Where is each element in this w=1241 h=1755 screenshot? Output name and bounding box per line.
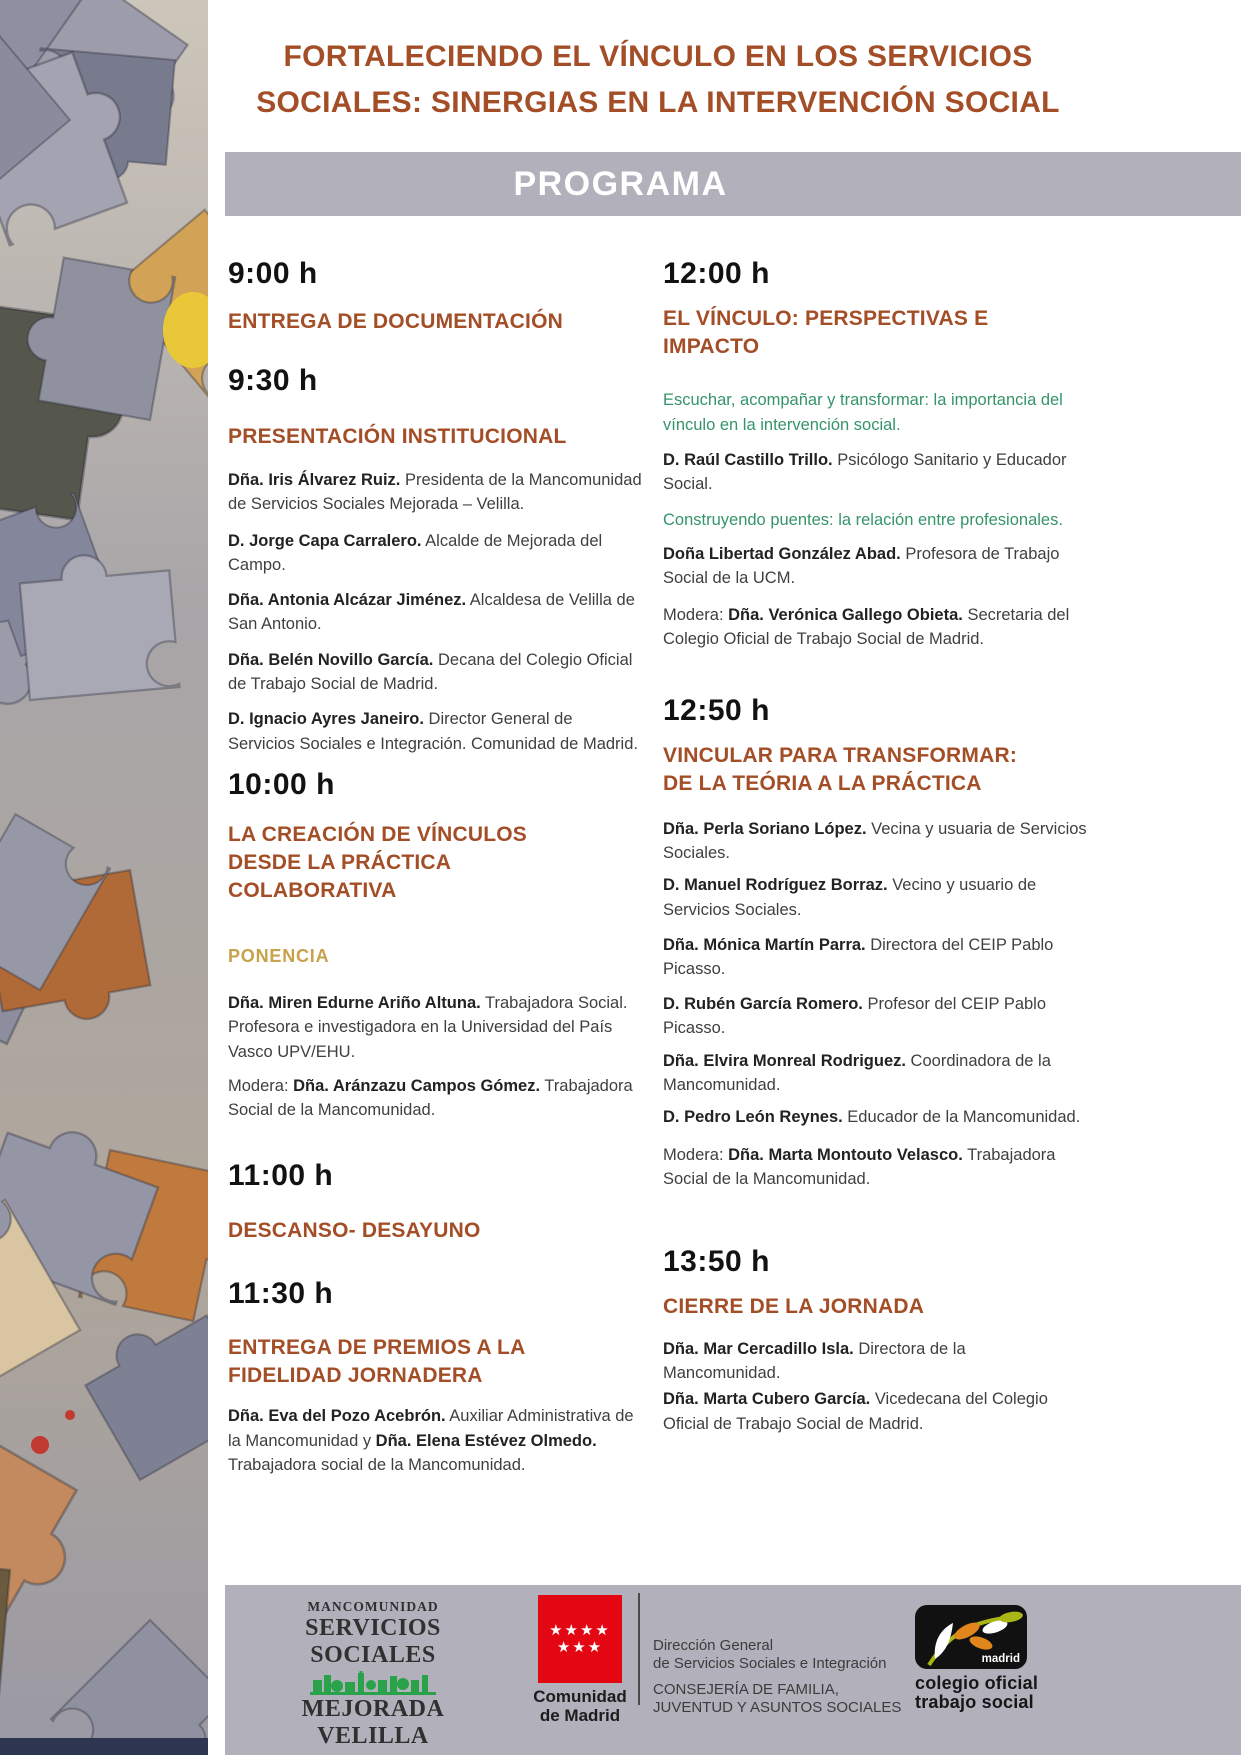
speaker-role: Profesora de Trabajo Social de la UCM.	[663, 544, 1060, 587]
session-title: DESCANSO- DESAYUNO	[228, 1219, 481, 1243]
speaker-name: Dña. Antonia Alcázar Jiménez.	[228, 591, 467, 610]
speaker-name: D. Manuel Rodríguez Borraz.	[663, 876, 888, 895]
speaker-name: D. Rubén García Romero.	[663, 994, 863, 1013]
speaker-name: Dña. Marta Cubero García.	[663, 1390, 871, 1409]
programa-banner	[225, 152, 1241, 216]
direccion-general-line1: Dirección General	[653, 1637, 774, 1654]
speaker-name: D. Pedro León Reynes.	[663, 1107, 843, 1126]
moderator-entry	[663, 603, 1087, 652]
mancomunidad-sociales: SOCIALES	[310, 1642, 436, 1668]
speaker-role: Trabajadora Social de la Mancomunidad.	[228, 1076, 633, 1120]
speaker-role: Educador de la Mancomunidad.	[842, 1107, 1081, 1126]
time-label: 9:30 h	[228, 364, 318, 397]
speaker-name: Dña. Perla Soriano López.	[663, 819, 867, 838]
mancomunidad-velilla: VELILLA	[317, 1723, 429, 1749]
programa-banner-label: PROGRAMA	[513, 165, 728, 203]
speaker-role: Psicólogo Sanitario y Educador Social.	[663, 451, 1067, 494]
consejeria-text	[653, 1681, 901, 1716]
speaker-entry	[663, 1387, 1087, 1436]
speaker-entry	[228, 588, 642, 637]
topic-line: Construyendo puentes: la relación entre profesionales.	[663, 510, 1063, 529]
comunidad-madrid-name	[528, 1687, 632, 1725]
speaker-name: Dña. Verónica Gallego Obieta.	[728, 606, 963, 625]
moderator-entry	[228, 1074, 642, 1123]
moderator-prefix: Modera:	[228, 1076, 294, 1095]
speaker-name: Dña. Miren Edurne Ariño Altuna.	[228, 993, 481, 1012]
speaker-name: Dña. Marta Montouto Velasco.	[728, 1146, 963, 1165]
speaker-entry	[663, 933, 1087, 982]
speaker-name: Dña. Aránzazu Campos Gómez.	[293, 1076, 541, 1095]
direccion-general-line2: de Servicios Sociales e Integración	[653, 1654, 887, 1672]
speaker-role: Alcaldesa de Velilla de San Antonio.	[228, 591, 635, 634]
speaker-entry	[663, 817, 1087, 866]
mancomunidad-logo	[263, 1599, 483, 1750]
speaker-role: Directora del CEIP Pablo Picasso.	[663, 935, 1054, 979]
time-label: 11:30 h	[228, 1277, 334, 1311]
colegio-madrid-word: madrid	[981, 1653, 1020, 1665]
speaker-entry	[663, 1049, 1087, 1098]
speaker-entry	[663, 448, 1087, 497]
puzzle-photo-graphic	[0, 0, 208, 1755]
page-title-line1: FORTALECIENDO EL VÍNCULO EN LOS SERVICIOS	[283, 40, 1033, 73]
footer	[225, 1585, 1241, 1755]
speaker-name: Dña. Mar Cercadillo Isla.	[663, 1339, 854, 1358]
ponencia-label: PONENCIA	[228, 945, 330, 966]
speaker-name: Dña. Mónica Martín Parra.	[663, 935, 866, 954]
time-label: 12:50 h	[663, 693, 770, 727]
comunidad-madrid-name-line2: de Madrid	[539, 1706, 621, 1725]
schedule-column-right	[663, 245, 1087, 1436]
colegio-label-line2: trabajo social	[915, 1692, 1034, 1712]
speaker-role: Trabajadora Social. Profesora e investigadora en la Universidad del País Vasco UPV/EHU.	[228, 993, 628, 1061]
madrid-stars-row-top: ★★★★	[549, 1622, 611, 1639]
speaker-role: Coordinadora de la Mancomunidad.	[663, 1052, 1051, 1095]
speaker-role: Secretaria del Colegio Oficial de Trabajo Social de Madrid.	[663, 606, 1070, 649]
speaker-role: Profesor del CEIP Pablo Picasso.	[663, 994, 1047, 1037]
schedule-column-left	[228, 245, 642, 1477]
speaker-name: Dña. Belén Novillo García.	[228, 650, 434, 669]
page-title-line2: SOCIALES: SINERGIAS EN LA INTERVENCIÓN SOCIAL	[256, 86, 1060, 119]
session-title: VINCULAR PARA TRANSFORMAR: DE LA TEÓRIA A LA PRÁCTICA	[663, 743, 1018, 795]
session-title: PRESENTACIÓN INSTITUCIONAL	[228, 425, 567, 448]
speaker-role: Decana del Colegio Oficial de Trabajo Social de Madrid.	[228, 650, 633, 694]
speaker-entry	[228, 1404, 642, 1477]
speaker-role: Director General de Servicios Sociales e Integración. Comunidad de Madrid.	[228, 710, 638, 753]
speaker-entry	[228, 648, 642, 697]
speaker-role: Alcalde de Mejorada del Campo.	[228, 531, 603, 574]
mancomunidad-mejorada: MEJORADA	[301, 1696, 445, 1722]
moderator-prefix: Modera:	[663, 606, 729, 625]
puzzle-photo	[0, 0, 208, 1755]
speaker-role: Trabajadora social de la Mancomunidad.	[228, 1456, 526, 1475]
speaker-entry	[663, 992, 1087, 1041]
colegio-label	[915, 1674, 1115, 1712]
session-title: ENTREGA DE DOCUMENTACIÓN	[228, 310, 563, 333]
speaker-name: D. Ignacio Ayres Janeiro.	[228, 710, 424, 729]
speaker-role: Trabajadora Social de la Mancomunidad.	[663, 1146, 1056, 1189]
speaker-entry	[228, 529, 642, 578]
speaker-role: Presidenta de la Mancomunidad de Servicios Sociales Mejorada – Velilla.	[228, 471, 642, 514]
speaker-role: Auxiliar Administrativa de la Mancomunidad y	[228, 1407, 634, 1450]
session-title: ENTREGA DE PREMIOS A LA FIDELIDAD JORNADERA	[228, 1336, 525, 1388]
speaker-entry	[663, 1337, 1087, 1386]
speaker-name: D. Raúl Castillo Trillo.	[663, 451, 833, 469]
time-label: 9:00 h	[228, 257, 318, 290]
colegio-emblem	[915, 1605, 1027, 1669]
page-title	[208, 34, 1108, 126]
speaker-name: Dña. Elvira Monreal Rodriguez.	[663, 1052, 906, 1071]
session-title: LA CREACIÓN DE VÍNCULOS DESDE LA PRÁCTICA COLABORATIVA	[228, 822, 527, 902]
speaker-name: Dña. Iris Álvarez Ruiz.	[228, 471, 401, 489]
speaker-role: Vecino y usuario de Servicios Sociales.	[663, 876, 1037, 919]
session-title: EL VÍNCULO: PERSPECTIVAS E IMPACTO	[663, 307, 989, 358]
mancomunidad-servicios: SERVICIOS	[305, 1615, 441, 1641]
green-skyline-icon	[310, 1671, 436, 1695]
direccion-general-text	[653, 1637, 886, 1672]
speaker-name: Doña Libertad González Abad.	[663, 544, 901, 563]
vertical-divider	[638, 1593, 640, 1705]
speaker-entry	[228, 991, 642, 1064]
time-label: 10:00 h	[228, 767, 335, 801]
time-label: 13:50 h	[663, 1244, 770, 1278]
speaker-role: Vicedecana del Colegio Oficial de Trabajo Social de Madrid.	[663, 1390, 1048, 1433]
speaker-entry	[228, 707, 642, 756]
speaker-entry	[228, 468, 642, 517]
time-label: 12:00 h	[663, 257, 770, 290]
session-title: CIERRE DE LA JORNADA	[663, 1294, 925, 1318]
speaker-entry	[663, 542, 1087, 591]
madrid-stars-row-bottom: ★★★	[556, 1639, 604, 1656]
moderator-entry	[663, 1143, 1087, 1192]
speaker-entry	[663, 1105, 1087, 1129]
colegio-label-line1: colegio oficial	[915, 1673, 1039, 1693]
consejeria-line1: CONSEJERÍA DE FAMILIA,	[653, 1681, 839, 1698]
speaker-role: Vecina y usuaria de Servicios Sociales.	[663, 819, 1087, 863]
madrid-flag-icon	[538, 1595, 622, 1683]
moderator-prefix: Modera:	[663, 1146, 729, 1165]
colegio-logo	[915, 1605, 1115, 1712]
speaker-name: Dña. Elena Estévez Olmedo.	[375, 1431, 597, 1450]
speaker-name: Dña. Eva del Pozo Acebrón.	[228, 1407, 446, 1426]
comunidad-madrid-name-line1: Comunidad	[533, 1687, 627, 1706]
mancomunidad-label: MANCOMUNIDAD	[307, 1599, 439, 1614]
speaker-name: D. Jorge Capa Carralero.	[228, 531, 422, 550]
consejeria-line2: JUVENTUD Y ASUNTOS SOCIALES	[653, 1698, 902, 1716]
speaker-role: Directora de la Mancomunidad.	[663, 1339, 966, 1382]
topic-line: Escuchar, acompañar y transformar: la importancia del vínculo en la intervención social.	[663, 391, 1063, 434]
speaker-entry	[663, 873, 1087, 922]
time-label: 11:00 h	[228, 1159, 334, 1193]
